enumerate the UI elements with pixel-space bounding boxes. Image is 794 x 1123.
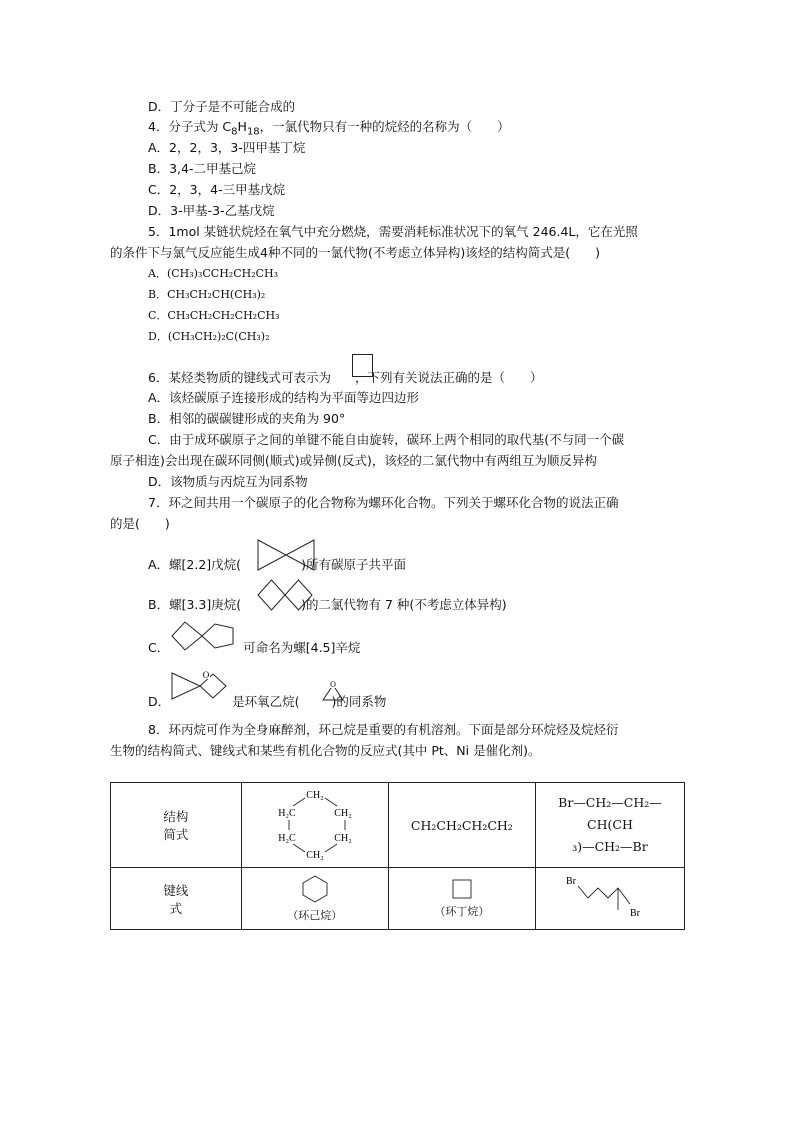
br-label-bottom: Br — [629, 908, 640, 919]
dibromo-formula-line1: Br—CH₂—CH₂—CH(CH — [558, 795, 662, 832]
ethylene-oxide-structure — [320, 680, 346, 704]
q6-option-b: B．相邻的碳碳键形成的夹角为 90° — [148, 411, 346, 426]
oxaspiro-structure — [170, 668, 232, 702]
q6-stem-part-b: ，下列有关说法正确的是（ ） — [354, 370, 543, 385]
cyclohexane-skeletal-formula — [300, 874, 330, 904]
q7-option-a-part-a: A．螺[2.2]戊烷( — [148, 557, 242, 572]
butane-formula-cell — [388, 783, 535, 868]
svg-text:O: O — [330, 680, 336, 689]
q8-stem-line2: 生物的结构简式、键线式和某些有机化合物的反应式(其中 Pt、Ni 是催化剂)。 — [110, 743, 541, 758]
q4-stem — [148, 118, 510, 142]
cyclobutane-name: （环丁烷） — [434, 905, 490, 918]
row-header-skeletal-line1: 键线 — [163, 882, 189, 898]
q7-option-b-part-b: )的二氯代物有 7 种(不考虑立体异构) — [301, 597, 507, 612]
q5-stem-line2: 的条件下与氯气反应能生成4种不同的一氯代物(不考虑立体异构)该烃的结构简式是( ) — [110, 245, 600, 260]
q7-option-d-part-b: 是环氧乙烷( — [232, 694, 300, 709]
q6-option-d: D．该物质与丙烷互为同系物 — [148, 474, 308, 489]
cyclohexane-structural-cell — [241, 783, 388, 868]
q4-stem-part-b: H — [237, 119, 247, 134]
cyclobutane-structure-q6 — [351, 353, 375, 379]
q4-option-a: A．2，2，3，3-四甲基丁烷 — [148, 140, 306, 155]
q4-option-d: D．3-甲基-3-乙基戊烷 — [148, 203, 275, 218]
q4-stem-sub-h: 18 — [246, 126, 260, 138]
table-row-structural-formula — [111, 783, 685, 868]
structures-table — [110, 782, 685, 930]
row-header-structural-line1: 结构 — [163, 809, 189, 824]
table-row-skeletal-formula — [111, 868, 685, 930]
q7-option-d-part-a: D． — [148, 694, 171, 709]
row-header-skeletal — [111, 868, 242, 930]
q3-option-d: D．丁分子是不可能合成的 — [148, 99, 296, 114]
row-header-structural — [111, 783, 242, 868]
q6-stem-part-a: 6．某烃类物质的键线式可表示为 — [148, 370, 331, 385]
row-header-skeletal-line2: 式 — [169, 900, 183, 916]
cyclobutane-skeletal-cell — [388, 868, 535, 930]
q7-option-b-part-a: B．螺[3.3]庚烷( — [148, 597, 242, 612]
q5-option-c: C．CH₃CH₂CH₂CH₂CH₃ — [148, 309, 280, 322]
row-header-structural-line2: 简式 — [163, 827, 189, 842]
q6-stem — [148, 364, 542, 387]
spiropentane-structure — [256, 538, 316, 572]
q4-option-b: B．3,4-二甲基己烷 — [148, 161, 256, 176]
cyclohexane-skeletal-cell — [241, 868, 388, 930]
spirooctane-structure — [170, 620, 238, 652]
q8-stem-line1: 8．环丙烷可作为全身麻醉剂，环己烷是重要的有机溶剂。下面是部分环烷烃及烷烃衍 — [148, 722, 619, 737]
q6-option-c-line1: C．由于成环碳原子之间的单键不能自由旋转，碳环上两个相同的取代基(不与同一个碳 — [148, 432, 625, 447]
svg-text:O: O — [202, 670, 210, 680]
q5-option-d: D．(CH₃CH₂)₂C(CH₃)₂ — [148, 330, 270, 343]
q7-option-c-part-b: 可命名为螺[4.5]辛烷 — [243, 640, 361, 655]
q7-option-d-part-c: )的同系物 — [331, 694, 387, 709]
butane-formula: CH₂CH₂CH₂CH₂ — [410, 817, 513, 833]
spiroheptane-structure — [256, 578, 314, 612]
hex-label-upper-right: CH₂ — [334, 807, 352, 819]
q4-stem-part-a: 4．分子式为 C — [148, 119, 232, 134]
q5-stem-line1: 5．1mol 某链状烷烃在氧气中充分燃烧，需要消耗标准状况下的氧气 246.4L，它在光照 — [148, 224, 638, 239]
hex-label-lower-right: CH₂ — [334, 832, 352, 844]
q5-option-b: B．CH₃CH₂CH(CH₃)₂ — [148, 288, 266, 301]
hex-label-top: CH₂ — [306, 789, 324, 801]
q5-option-a: A．(CH₃)₃CCH₂CH₂CH₃ — [148, 267, 279, 280]
cyclohexane-name: （环己烷） — [287, 909, 343, 922]
q7-stem-line1: 7．环之间共用一个碳原子的化合物称为螺环化合物。下列关于螺环化合物的说法正确 — [148, 495, 619, 510]
q7-option-c-part-a: C． — [148, 640, 170, 655]
hex-label-lower-left: H₂C — [278, 832, 296, 844]
cyclobutane-skeletal-formula — [451, 878, 473, 900]
hex-label-upper-left: H₂C — [278, 807, 296, 819]
q4-option-c: C．2，3，4-三甲基戊烷 — [148, 182, 286, 197]
dibromo-skeletal-formula — [560, 872, 660, 922]
q6-option-a: A．该烃碳原子连接形成的结构为平面等边四边形 — [148, 390, 420, 405]
q4-stem-sub-c: 8 — [231, 126, 238, 138]
q4-stem-part-c: ，一氯代物只有一种的烷烃的名称为（ ） — [259, 119, 510, 134]
br-label-top: Br — [565, 876, 576, 887]
hex-label-bottom: CH₂ — [306, 849, 324, 861]
q6-option-c-line2: 原子相连)会出现在碳环同侧(顺式)或异侧(反式)，该烃的二氯代物中有两组互为顺反异构 — [110, 453, 597, 468]
q7-option-a-part-b: )所有碳原子共平面 — [301, 557, 406, 572]
cyclohexane-structural-formula — [265, 786, 365, 862]
dibromo-formula-line2: ₃)—CH₂—Br — [572, 839, 648, 854]
dibromo-formula-cell — [535, 783, 684, 868]
q7-option-b — [148, 596, 507, 614]
dibromo-skeletal-cell — [535, 868, 684, 930]
q7-stem-line2: 的是( ) — [110, 516, 170, 531]
